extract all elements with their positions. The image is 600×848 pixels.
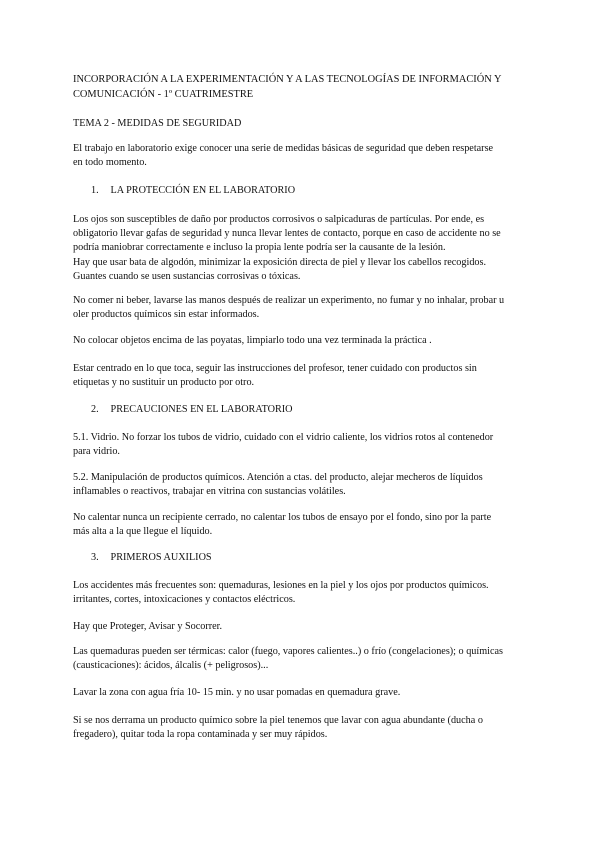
text-line: (causticaciones): ácidos, álcalis (+ peligrosos)... xyxy=(73,660,269,672)
text-line: Los ojos son susceptibles de daño por productos corrosivos o salpicaduras de partículas. Por ende, es xyxy=(73,214,485,225)
section-heading-3 xyxy=(91,551,551,565)
section-number: 2. xyxy=(91,404,99,415)
text-line: No calentar nunca un recipiente cerrado, no calentar los tubos de ensayo por el fondo, sino por la parte xyxy=(73,512,492,523)
text-line: oler productos químicos sin estar informados. xyxy=(73,309,260,321)
document-title xyxy=(73,72,533,102)
text-line: No colocar objetos encima de las poyatas, limpiarlo todo una vez terminada la práctica . xyxy=(73,335,432,346)
paragraph xyxy=(73,213,533,284)
text-line: Lavar la zona con agua fría 10- 15 min. y no usar pomadas en quemadura grave. xyxy=(73,687,401,698)
section-number: 1. xyxy=(91,185,99,196)
paragraph xyxy=(73,620,533,634)
text-line: Las quemaduras pueden ser térmicas: calor (fuego, vapores calientes..) o frío (congelaciones); o químicas xyxy=(73,646,503,657)
text-line: Si se nos derrama un producto químico sobre la piel tenemos que lavar con agua abundante (ducha o xyxy=(73,715,483,726)
paragraph xyxy=(73,645,533,673)
text-line: No comer ni beber, lavarse las manos después de realizar un experimento, no fumar y no inhalar, probar u xyxy=(73,295,505,306)
text-line: inflamables o reactivos, trabajar en vitrina con sustancias volátiles. xyxy=(73,486,346,498)
text-line: Estar centrado en lo que toca, seguir las instrucciones del profesor, tener cuidado con productos sin xyxy=(73,363,477,374)
paragraph xyxy=(73,362,533,390)
text-line: en todo momento. xyxy=(73,157,147,169)
text-line: etiquetas y no sustituir un producto por otro. xyxy=(73,377,255,389)
text-line: Hay que Proteger, Avisar y Socorrer. xyxy=(73,621,223,632)
section-title: LA PROTECCIÓN EN EL LABORATORIO xyxy=(110,185,296,196)
paragraph xyxy=(73,579,533,607)
paragraph xyxy=(73,294,533,322)
text-line: para vidrio. xyxy=(73,446,120,458)
paragraph xyxy=(73,334,533,348)
section-number: 3. xyxy=(91,552,99,563)
section-heading-1 xyxy=(91,184,551,198)
text-line: 5.1. Vidrio. No forzar los tubos de vidrio, cuidado con el vidrio caliente, los vidrios rotos al contenedor xyxy=(73,432,494,443)
section-heading-2 xyxy=(91,403,551,417)
text-line: podría maniobrar correctamente e incluso la propia lente podría ser la causante de la lesión. xyxy=(73,242,446,254)
text-line: El trabajo en laboratorio exige conocer una serie de medidas básicas de seguridad que deben respetarse xyxy=(73,143,494,154)
section-title: PRECAUCIONES EN EL LABORATORIO xyxy=(110,404,293,415)
text-line: fregadero), quitar toda la ropa contaminada y ser muy rápidos. xyxy=(73,729,328,741)
title-line: COMUNICACIÓN - 1º CUATRIMESTRE xyxy=(73,89,254,100)
title-line: INCORPORACIÓN A LA EXPERIMENTACIÓN Y A LAS TECNOLOGÍAS DE INFORMACIÓN Y xyxy=(73,74,502,85)
paragraph xyxy=(73,471,533,499)
paragraph xyxy=(73,714,533,742)
paragraph xyxy=(73,511,533,539)
paragraph xyxy=(73,686,533,700)
topic-heading: TEMA 2 - MEDIDAS DE SEGURIDAD xyxy=(73,118,242,129)
text-line: Guantes cuando se usen sustancias corrosivas o tóxicas. xyxy=(73,270,301,282)
text-line: obligatorio llevar gafas de seguridad y nunca llevar lentes de contacto, porque en caso de accidente no se xyxy=(73,228,501,240)
text-line: 5.2. Manipulación de productos químicos. Atención a ctas. del producto, alejar mecheros de líquidos xyxy=(73,472,483,483)
paragraph xyxy=(73,431,533,459)
text-line: Los accidentes más frecuentes son: quemaduras, lesiones en la piel y los ojos por productos químicos. xyxy=(73,580,489,591)
intro-paragraph xyxy=(73,142,533,170)
text-line: Hay que usar bata de algodón, minimizar la exposición directa de piel y llevar los cabellos recogidos. xyxy=(73,256,487,268)
section-title: PRIMEROS AUXILIOS xyxy=(110,552,212,563)
text-line: irritantes, cortes, intoxicaciones y contactos eléctricos. xyxy=(73,594,296,606)
text-line: más alta a la que llegue el líquido. xyxy=(73,526,213,538)
